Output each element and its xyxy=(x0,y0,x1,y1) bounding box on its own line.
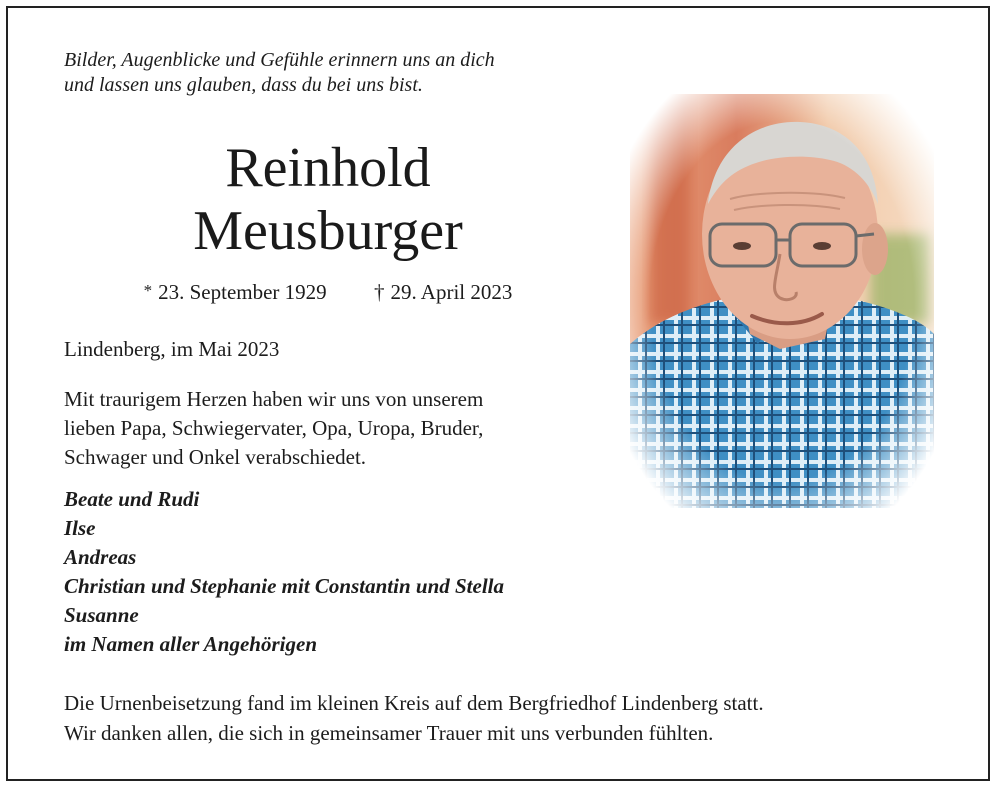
family-member: im Namen aller Angehörigen xyxy=(64,632,317,656)
message-line-3: Schwager und Onkel verabschiedet. xyxy=(64,445,367,469)
portrait-photo xyxy=(630,94,934,508)
motto-line-2: und lassen uns glauben, dass du bei uns bist. xyxy=(64,74,423,96)
family-member: Ilse xyxy=(64,516,96,540)
death-date: 29. April 2023 xyxy=(390,280,513,304)
family-member: Beate und Rudi xyxy=(64,487,200,511)
deceased-name xyxy=(60,137,596,263)
message-line-2: lieben Papa, Schwiegervater, Opa, Uropa, Bruder, xyxy=(64,416,484,440)
birth-date: 23. September 1929 xyxy=(158,280,327,304)
last-name: Meusburger xyxy=(193,200,463,262)
family-member: Susanne xyxy=(64,603,139,627)
closing-line-2: Wir danken allen, die sich in gemeinsamer Trauer mit uns verbunden fühlten. xyxy=(64,721,714,745)
first-name: Reinhold xyxy=(225,137,431,199)
life-dates xyxy=(60,278,596,305)
closing-line-1: Die Urnenbeisetzung fand im kleinen Kreis auf dem Bergfriedhof Lindenberg statt. xyxy=(64,691,764,715)
motto-quote xyxy=(64,48,624,98)
family-member: Christian und Stephanie mit Constantin und Stella xyxy=(64,574,505,598)
farewell-message xyxy=(64,385,624,472)
place-and-date: Lindenberg, im Mai 2023 xyxy=(64,337,280,361)
portrait-illustration xyxy=(630,94,934,508)
death-cross-icon: † xyxy=(373,280,385,304)
motto-line-1: Bilder, Augenblicke und Gefühle erinnern uns an dich xyxy=(64,49,495,71)
family-member: Andreas xyxy=(64,545,137,569)
family-list xyxy=(64,485,624,659)
birth-star-icon: * xyxy=(143,281,153,300)
birth-date-group xyxy=(144,278,327,305)
closing-note xyxy=(64,688,944,748)
death-date-group xyxy=(374,279,512,305)
message-line-1: Mit traurigem Herzen haben wir uns von unserem xyxy=(64,387,484,411)
photo-vignette xyxy=(630,94,934,508)
